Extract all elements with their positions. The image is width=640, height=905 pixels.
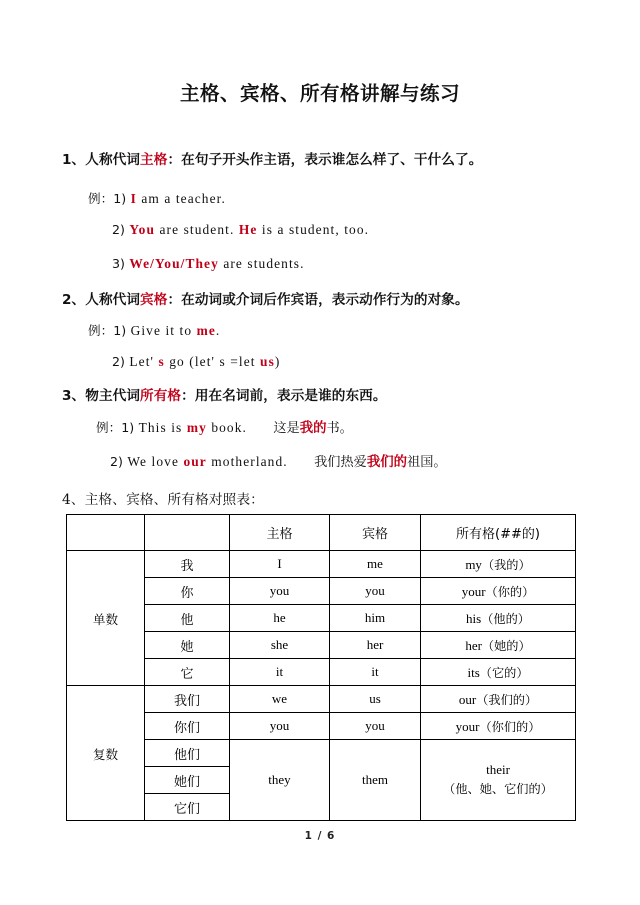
possessive-en: its [467, 664, 480, 680]
example-translation: 我们热爱 [287, 455, 367, 470]
pronoun-objective: you [330, 578, 421, 605]
section-heading-1 [62, 148, 482, 168]
pronoun-possessive [421, 659, 576, 686]
example-token: go (let' s =let [164, 354, 261, 369]
example-token-red: my [186, 420, 207, 435]
group-label-plural: 复数 [67, 686, 145, 821]
section-heading-pre-1: 人称代词 [85, 152, 141, 168]
pronoun-cn: 它们 [145, 794, 230, 821]
section-heading-3 [62, 384, 387, 404]
example-token-red: me [196, 323, 216, 338]
possessive-en: your [461, 583, 486, 599]
possessive-cn: （我的） [481, 557, 531, 572]
example-token: Let' [129, 354, 159, 369]
table-header-subjective: 主格 [230, 515, 330, 551]
page-title: 主格、宾格、所有格讲解与练习 [179, 82, 460, 105]
possessive-en: her [465, 637, 482, 653]
example-token-red: us [260, 354, 275, 369]
pronoun-subjective: it [230, 659, 330, 686]
example-token: . [215, 323, 221, 338]
possessive-cn: （它的） [479, 665, 529, 680]
pronoun-objective-merged: them [330, 740, 421, 821]
example-translation: 祖国。 [407, 455, 447, 470]
pronoun-objective: us [330, 686, 421, 713]
pronoun-possessive [421, 551, 576, 578]
example-index: 2) [112, 354, 125, 369]
pronoun-cn: 它 [145, 659, 230, 686]
example-token-red: I [130, 191, 137, 206]
example-token: are student. [155, 222, 239, 237]
possessive-cn: （你们的） [479, 719, 541, 734]
example-3-2 [110, 451, 447, 470]
pronoun-subjective: we [230, 686, 330, 713]
example-token: am a teacher. [136, 191, 226, 206]
pronoun-cn: 她 [145, 632, 230, 659]
pronoun-possessive [421, 578, 576, 605]
pronoun-possessive-merged [421, 740, 576, 821]
pronoun-possessive [421, 605, 576, 632]
example-index: 1) [121, 420, 135, 435]
pronoun-comparison-table [66, 514, 576, 821]
example-2-1 [88, 320, 220, 339]
section-heading-pre-3: 物主代词 [85, 388, 141, 404]
example-1-1 [88, 188, 226, 207]
table-row [67, 686, 576, 713]
table-row [67, 551, 576, 578]
example-token-red: You [129, 222, 156, 237]
section-term-2: 宾格 [140, 292, 168, 308]
section-number-4: 4、 [62, 492, 85, 508]
example-1-2 [112, 222, 369, 238]
example-translation: 书。 [326, 421, 353, 436]
pronoun-possessive [421, 713, 576, 740]
section-heading-post-2: ：在动词或介词后作宾语，表示动作行为的对象。 [167, 292, 469, 308]
possessive-cn: （我们的） [476, 692, 538, 707]
possessive-cn: （他的） [481, 611, 530, 626]
table-header-blank-2 [145, 515, 230, 551]
table-header-objective: 宾格 [330, 515, 421, 551]
example-index: 1) [113, 323, 127, 338]
example-index: 2) [112, 222, 125, 237]
example-index: 1) [113, 191, 127, 206]
example-token: Give it to [130, 323, 197, 338]
example-translation-red: 我们的 [366, 455, 408, 470]
pronoun-subjective-merged: they [230, 740, 330, 821]
section-heading-post-3: ：用在名词前，表示是谁的东西。 [181, 388, 387, 404]
example-translation-red: 我的 [299, 421, 327, 436]
possessive-en: their [486, 762, 510, 778]
possessive-en: your [455, 718, 480, 734]
example-label: 例： [88, 191, 114, 206]
example-index: 3) [112, 256, 125, 271]
pronoun-objective: it [330, 659, 421, 686]
group-label-singular: 单数 [67, 551, 145, 686]
section-heading-pre-2: 人称代词 [85, 292, 141, 308]
pronoun-objective: him [330, 605, 421, 632]
section-term-3: 所有格 [140, 388, 182, 404]
example-token: ) [274, 354, 281, 369]
table-header-row [67, 515, 576, 551]
example-label: 例： [96, 420, 122, 435]
example-token-red: He [238, 222, 258, 237]
pronoun-possessive [421, 686, 576, 713]
section-heading-2 [62, 288, 469, 308]
pronoun-subjective: you [230, 713, 330, 740]
example-token: This is [138, 420, 187, 435]
possessive-cn: （你的） [485, 584, 535, 599]
possessive-cn: （她的） [481, 638, 531, 653]
example-token-red: our [183, 454, 207, 469]
pronoun-subjective: she [230, 632, 330, 659]
example-2-2 [112, 354, 280, 370]
pronoun-subjective: I [230, 551, 330, 578]
pronoun-cn: 我 [145, 551, 230, 578]
section-term-1: 主格 [140, 152, 168, 168]
pronoun-cn: 他 [145, 605, 230, 632]
pronoun-cn: 你们 [145, 713, 230, 740]
section-number-3: 3、 [62, 388, 86, 404]
section-heading-post-1: ：在句子开头作主语，表示谁怎么样了、干什么了。 [167, 152, 483, 168]
example-index: 2) [110, 454, 123, 469]
pronoun-subjective: he [230, 605, 330, 632]
example-token: are students. [218, 256, 305, 271]
pronoun-objective: you [330, 713, 421, 740]
example-token: book. [206, 420, 247, 435]
possessive-cn: （他、她、它们的） [443, 782, 553, 796]
section-heading-text-4: 主格、宾格、所有格对照表： [84, 492, 264, 508]
pronoun-cn: 他们 [145, 740, 230, 767]
section-number-1: 1、 [62, 152, 86, 168]
example-token-red: s [158, 354, 165, 369]
example-token: is a student, too. [257, 222, 370, 237]
section-heading-4 [62, 488, 264, 508]
possessive-en: his [466, 610, 482, 626]
pronoun-cn: 我们 [145, 686, 230, 713]
example-token: motherland. [206, 454, 288, 469]
example-token-red: We/You/They [129, 256, 219, 271]
example-token: We love [127, 454, 184, 469]
section-number-2: 2、 [62, 292, 86, 308]
possessive-en: our [458, 691, 477, 707]
example-translation: 这是 [246, 421, 300, 436]
example-3-1 [96, 417, 353, 436]
table-header-blank-1 [67, 515, 145, 551]
pronoun-objective: me [330, 551, 421, 578]
example-label: 例： [88, 323, 114, 338]
table-header-possessive: 所有格(##的) [421, 515, 576, 551]
pronoun-possessive [421, 632, 576, 659]
pronoun-subjective: you [230, 578, 330, 605]
example-1-3 [112, 256, 305, 272]
pronoun-objective: her [330, 632, 421, 659]
page-number-footer: 1 / 6 [304, 830, 336, 842]
pronoun-cn: 你 [145, 578, 230, 605]
possessive-en: my [465, 556, 482, 572]
pronoun-cn: 她们 [145, 767, 230, 794]
